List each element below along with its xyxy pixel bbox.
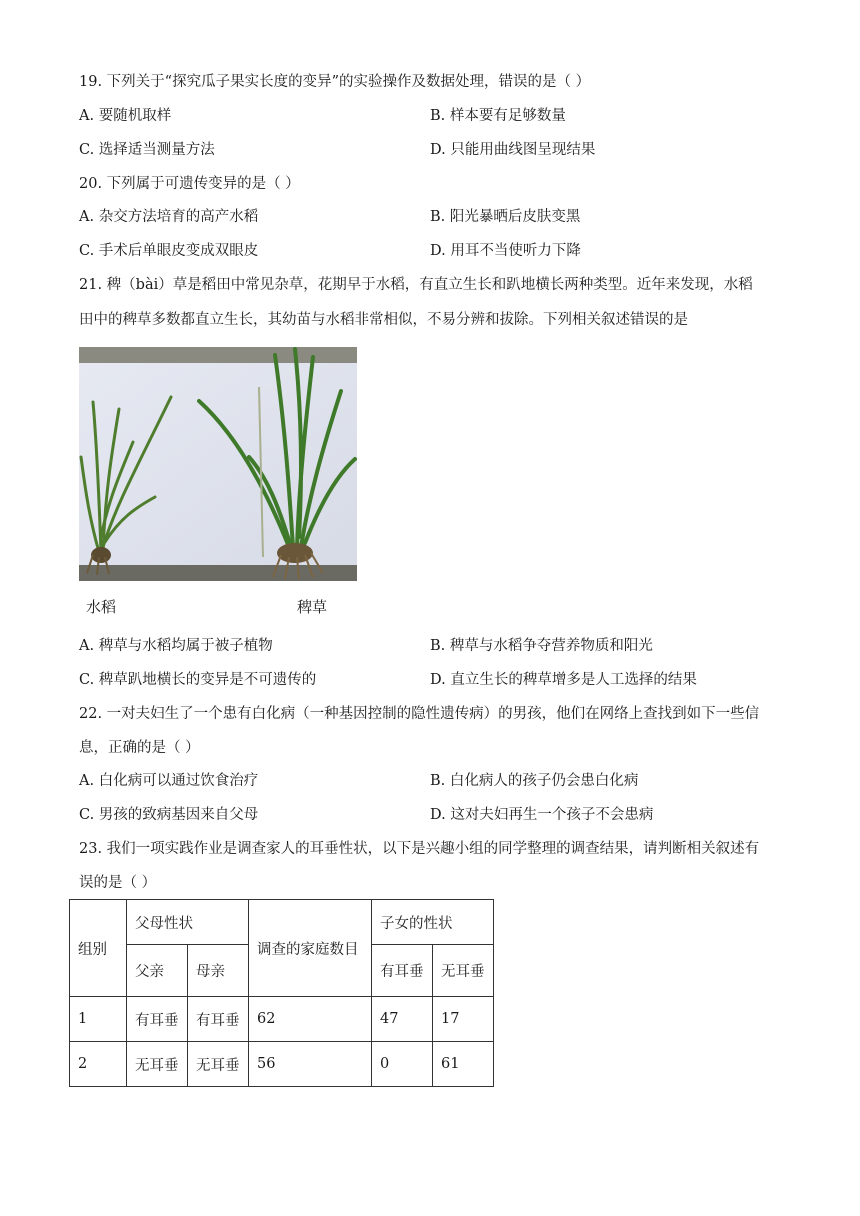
header-has-earlobe: 有耳垂 bbox=[372, 945, 433, 997]
q19-option-d: D. 只能用曲线图呈现结果 bbox=[430, 142, 596, 158]
cell-mother: 无耳垂 bbox=[188, 1042, 249, 1087]
cell-no-earlobe: 61 bbox=[433, 1042, 494, 1087]
rice-barnyardgrass-photo bbox=[79, 347, 357, 581]
q21-option-b: B. 稗草与水稻争夺营养物质和阳光 bbox=[430, 638, 653, 654]
table-row bbox=[70, 1042, 494, 1087]
q20-stem: 20. 下列属于可遗传变异的是（ ） bbox=[79, 176, 300, 192]
caption-rice: 水稻 bbox=[86, 598, 117, 616]
q20-option-b: B. 阳光暴晒后皮肤变黑 bbox=[430, 209, 581, 225]
q22-option-a: A. 白化病可以通过饮食治疗 bbox=[79, 773, 259, 789]
cell-families: 62 bbox=[249, 997, 372, 1042]
header-families: 调查的家庭数目 bbox=[249, 900, 372, 997]
q19-stem: 19. 下列关于“探究瓜子果实长度的变异”的实验操作及数据处理，错误的是（ ） bbox=[79, 74, 591, 90]
header-mother: 母亲 bbox=[188, 945, 249, 997]
q22-option-b: B. 白化病人的孩子仍会患白化病 bbox=[430, 773, 639, 789]
q21-option-c: C. 稗草趴地横长的变异是不可遗传的 bbox=[79, 672, 317, 688]
q23-stem-line1: 23. 我们一项实践作业是调查家人的耳垂性状，以下是兴趣小组的同学整理的调查结果，请判断相关叙述有 bbox=[79, 841, 760, 857]
cell-father: 有耳垂 bbox=[127, 997, 188, 1042]
cell-group: 2 bbox=[70, 1042, 127, 1087]
cell-families: 56 bbox=[249, 1042, 372, 1087]
header-no-earlobe: 无耳垂 bbox=[433, 945, 494, 997]
cell-has-earlobe: 0 bbox=[372, 1042, 433, 1087]
q21-option-a: A. 稗草与水稻均属于被子植物 bbox=[79, 638, 273, 654]
header-parents: 父母性状 bbox=[127, 900, 249, 945]
cell-father: 无耳垂 bbox=[127, 1042, 188, 1087]
header-group: 组别 bbox=[70, 900, 127, 997]
header-father: 父亲 bbox=[127, 945, 188, 997]
q21-stem-line1: 21. 稗（bài）草是稻田中常见杂草，花期早于水稻，有直立生长和趴地横长两种类型。近年来发现，水稻 bbox=[79, 277, 753, 293]
q19-option-a: A. 要随机取样 bbox=[79, 108, 172, 124]
q22-option-d: D. 这对夫妇再生一个孩子不会患病 bbox=[430, 807, 654, 823]
q20-option-c: C. 手术后单眼皮变成双眼皮 bbox=[79, 243, 259, 259]
header-children: 子女的性状 bbox=[372, 900, 494, 945]
cell-no-earlobe: 17 bbox=[433, 997, 494, 1042]
q21-option-d: D. 直立生长的稗草增多是人工选择的结果 bbox=[430, 672, 697, 688]
cell-group: 1 bbox=[70, 997, 127, 1042]
q22-stem-line1: 22. 一对夫妇生了一个患有白化病（一种基因控制的隐性遗传病）的男孩，他们在网络上查找到如下一些信 bbox=[79, 706, 760, 722]
q22-option-c: C. 男孩的致病基因来自父母 bbox=[79, 807, 259, 823]
caption-barnyardgrass: 稗草 bbox=[297, 598, 328, 616]
q20-option-d: D. 用耳不当使听力下降 bbox=[430, 243, 581, 259]
q19-option-c: C. 选择适当测量方法 bbox=[79, 142, 215, 158]
q19-option-b: B. 样本要有足够数量 bbox=[430, 108, 566, 124]
q21-stem-line2: 田中的稗草多数都直立生长，其幼苗与水稻非常相似，不易分辨和拔除。下列相关叙述错误的是 bbox=[79, 312, 688, 328]
cell-mother: 有耳垂 bbox=[188, 997, 249, 1042]
q22-stem-line2: 息，正确的是（ ） bbox=[79, 740, 200, 756]
earlobe-survey-table bbox=[69, 899, 494, 1087]
cell-has-earlobe: 47 bbox=[372, 997, 433, 1042]
q23-stem-line2: 误的是（ ） bbox=[79, 875, 157, 891]
q20-option-a: A. 杂交方法培育的高产水稻 bbox=[79, 209, 259, 225]
table-row bbox=[70, 997, 494, 1042]
